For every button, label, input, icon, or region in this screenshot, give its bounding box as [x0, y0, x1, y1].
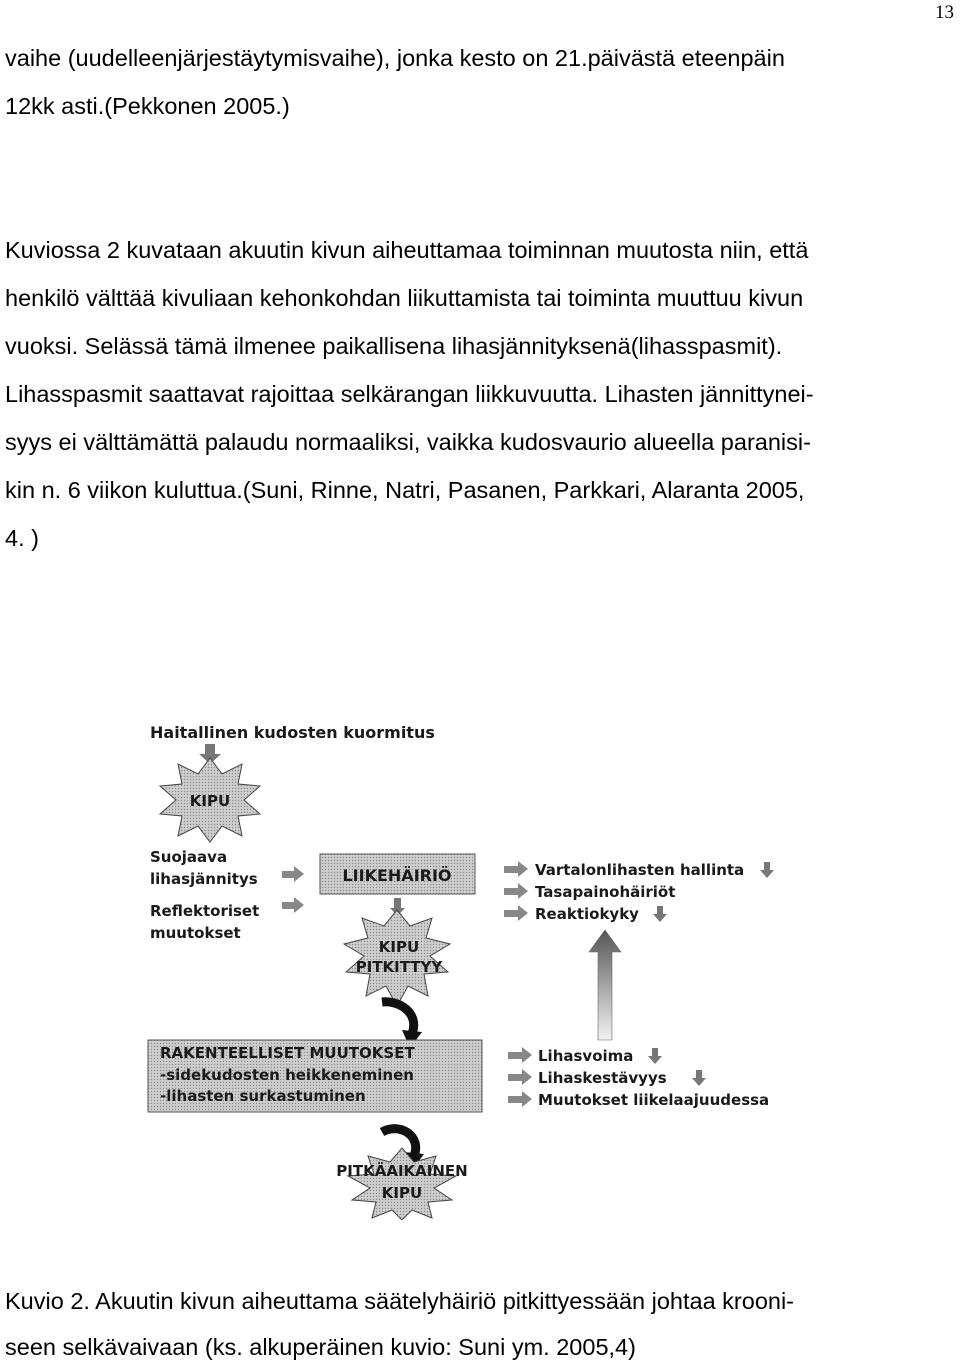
- structural-changes-item: -lihasten surkastuminen: [160, 1087, 366, 1105]
- text-line: 12kk asti.(Pekkonen 2005.): [5, 93, 290, 119]
- arrow-down-icon: [653, 906, 667, 922]
- effect-label: Reaktiokyky: [535, 905, 639, 923]
- text-line: Lihasspasmit saattavat rajoittaa selkärangan liikkuvuutta. Lihasten jännittynei-: [5, 381, 814, 407]
- left-label-line: muutokset: [150, 924, 241, 942]
- arrow-right-icon: [504, 905, 528, 921]
- caption-line: seen selkävaivaan (ks. alkuperäinen kuvio: Suni ym. 2005,4): [5, 1334, 636, 1360]
- effect-label: Tasapainohäiriöt: [535, 883, 676, 901]
- arrow-right-icon: [282, 866, 304, 882]
- effect-label: Lihasvoima: [538, 1047, 634, 1065]
- arrow-down-icon: [648, 1048, 662, 1064]
- arrow-down-icon: [760, 862, 774, 878]
- arrow-right-icon: [504, 861, 528, 877]
- structural-changes-item: -sidekudosten heikkeneminen: [160, 1066, 414, 1084]
- paragraph-2: [5, 226, 953, 562]
- arrow-right-icon: [508, 1047, 532, 1063]
- effect-label: Vartalonlihasten hallinta: [535, 861, 745, 879]
- text-line: vuoksi. Selässä tämä ilmenee paikallisena lihasjännityksenä(lihasspasmit).: [5, 333, 783, 359]
- burst-kipu-label: KIPU: [378, 938, 420, 956]
- left-label-line: lihasjännitys: [150, 870, 258, 888]
- figure-diagram: [120, 700, 840, 1220]
- arrow-right-icon: [508, 1091, 532, 1107]
- arrow-up-icon: [589, 930, 621, 1040]
- text-line: Kuviossa 2 kuvataan akuutin kivun aiheuttamaa toiminnan muutosta niin, että: [5, 237, 809, 263]
- left-label-line: Suojaava: [150, 848, 228, 866]
- text-line: henkilö välttää kivuliaan kehonkohdan liikuttamista tai toiminta muuttuu kivun: [5, 285, 804, 311]
- burst-kipu-label: KIPU: [381, 1184, 423, 1202]
- burst-pitkaaikainen-label: PITKÄAIKAINEN: [336, 1162, 468, 1180]
- caption-line: Kuvio 2. Akuutin kivun aiheuttama säätelyhäiriö pitkittyessään johtaa krooni-: [5, 1288, 795, 1314]
- figure-title: Haitallinen kudosten kuormitus: [150, 723, 435, 742]
- figure-pain-cycle: [120, 700, 840, 1220]
- left-label-line: Reflektoriset: [150, 902, 260, 920]
- arrow-right-icon: [282, 897, 304, 913]
- burst-kipu-label: KIPU: [189, 792, 231, 810]
- text-line: syys ei välttämättä palaudu normaaliksi, vaikka kudosvaurio alueella paranisi-: [5, 429, 811, 455]
- figure-caption: [5, 1278, 953, 1370]
- page-number: 13: [935, 2, 954, 23]
- arrow-right-icon: [508, 1069, 532, 1085]
- effect-label: Lihaskestävyys: [538, 1069, 667, 1087]
- arrow-down-icon: [692, 1070, 706, 1086]
- paragraph-1: [5, 34, 953, 130]
- text-line: kin n. 6 viikon kuluttua.(Suni, Rinne, Natri, Pasanen, Parkkari, Alaranta 2005,: [5, 477, 805, 503]
- burst-pitkittyy-label: PITKITTYY: [355, 958, 443, 976]
- structural-changes-title: RAKENTEELLISET MUUTOKSET: [160, 1044, 415, 1062]
- text-line: vaihe (uudelleenjärjestäytymisvaihe), jonka kesto on 21.päivästä eteenpäin: [5, 45, 785, 71]
- movement-disorder-label: LIIKEHÄIRIÖ: [342, 866, 452, 885]
- text-line: 4. ): [5, 525, 39, 551]
- effect-label: Muutokset liikelaajuudessa: [538, 1091, 770, 1109]
- arrow-right-icon: [504, 883, 528, 899]
